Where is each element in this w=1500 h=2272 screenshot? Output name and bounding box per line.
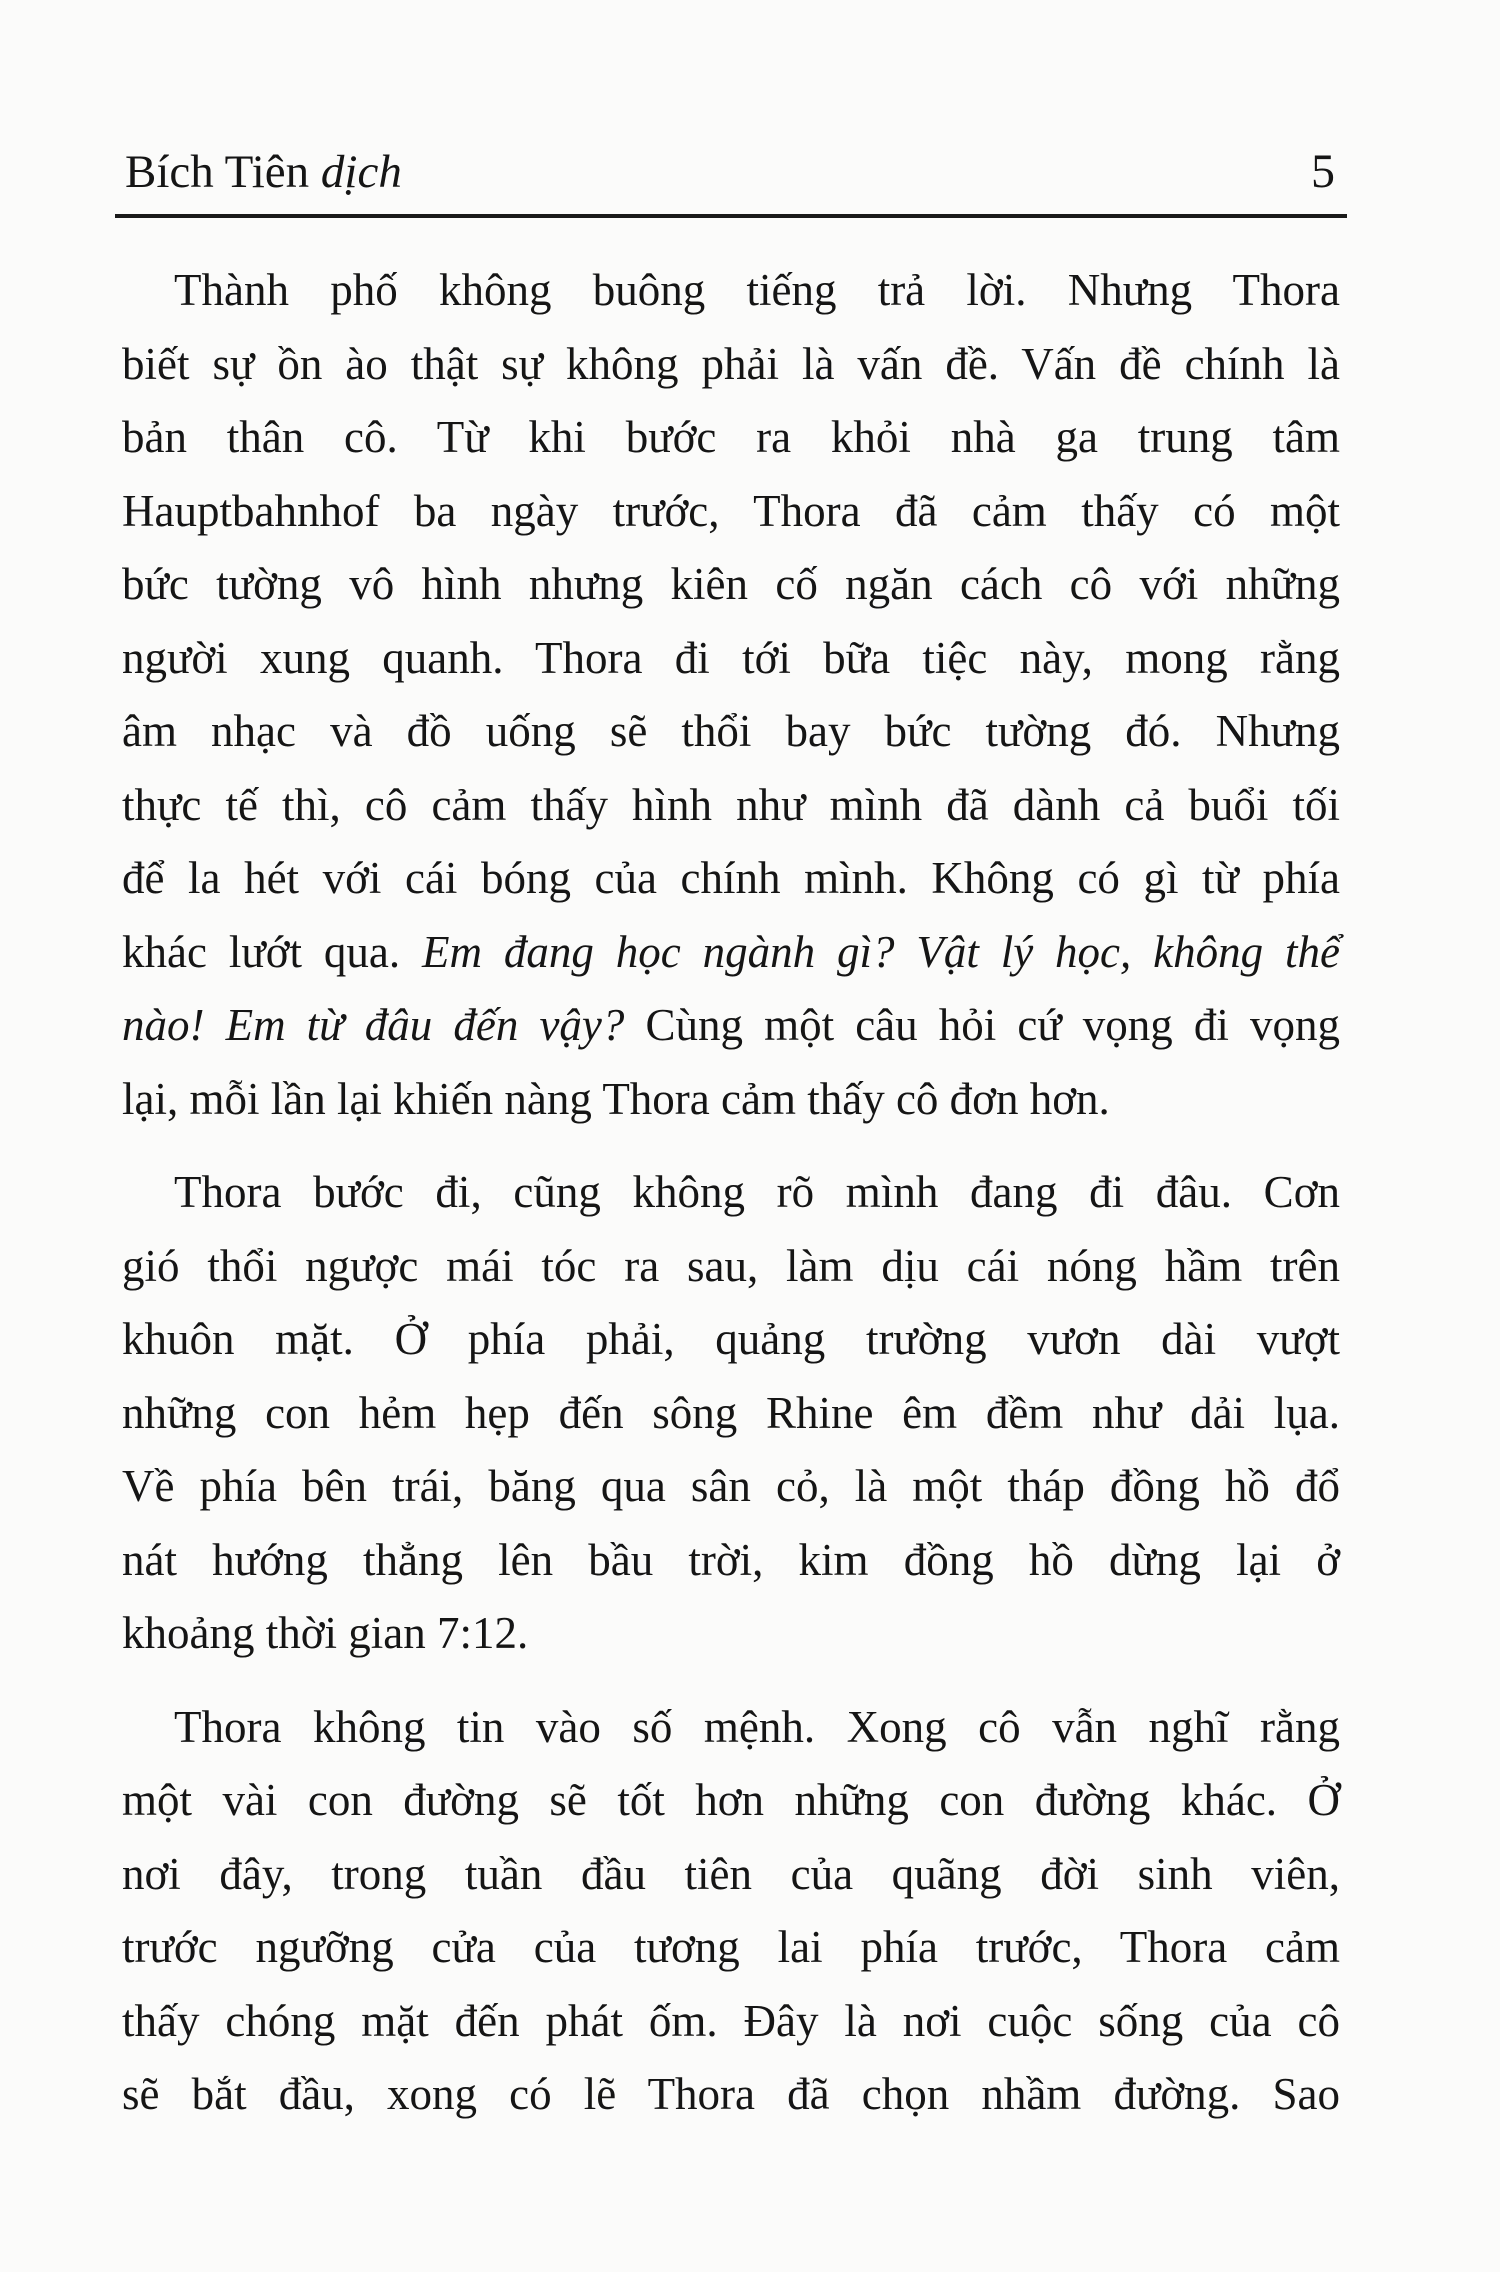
italic-dialogue: nào! Em từ đâu đến vậy? (122, 1000, 625, 1050)
text-line: âm nhạc và đồ uống sẽ thổi bay bức tường đó. Nhưng (122, 706, 1340, 756)
text-run: khác lướt qua. (122, 926, 422, 977)
text-line: thực tế thì, cô cảm thấy hình như mình đã dành cả buổi tối (122, 779, 1340, 830)
text-line: một vài con đường sẽ tốt hơn những con đường khác. Ở (122, 1775, 1340, 1825)
text-run: Cùng một câu hỏi cứ vọng đi vọng (624, 1000, 1340, 1050)
text-line: nát hướng thẳng lên bầu trời, kim đồng hồ dừng lại ở (122, 1534, 1340, 1585)
paragraph-1 (122, 254, 1340, 1136)
text-line: sẽ bắt đầu, xong có lẽ Thora đã chọn nhầm đường. Sao (122, 2069, 1340, 2119)
translator-credit (125, 142, 402, 202)
text-line: Thora không tin vào số mệnh. Xong cô vẫn nghĩ rằng (174, 1701, 1340, 1752)
text-line: người xung quanh. Thora đi tới bữa tiệc này, mong rằng (122, 632, 1340, 683)
italic-dialogue: Em đang học ngành gì? Vật lý học, không thể (422, 926, 1340, 977)
translator-name: Bích Tiên (125, 146, 310, 198)
text-line: để la hét với cái bóng của chính mình. Không có gì từ phía (122, 853, 1340, 903)
text-line (122, 916, 1340, 990)
text-line: bức tường vô hình nhưng kiên cố ngăn cách cô với những (122, 559, 1340, 609)
text-line: Thành phố không buông tiếng trả lời. Nhưng Thora (174, 265, 1340, 315)
translator-role: dịch (320, 146, 402, 198)
page-number: 5 (1311, 145, 1335, 198)
text-line: Hauptbahnhof ba ngày trước, Thora đã cảm thấy có một (122, 485, 1340, 536)
body-text (122, 254, 1340, 2152)
text-line: trước ngưỡng cửa của tương lai phía trước, Thora cảm (122, 1922, 1340, 1972)
text-line: lại, mỗi lần lại khiến nàng Thora cảm thấy cô đơn hơn. (122, 1073, 1110, 1124)
paragraph-3 (122, 1691, 1340, 2132)
text-line: những con hẻm hẹp đến sông Rhine êm đềm như dải lụa. (122, 1387, 1340, 1438)
text-line: thấy chóng mặt đến phát ốm. Đây là nơi cuộc sống của cô (122, 1995, 1340, 2046)
text-line: Thora bước đi, cũng không rõ mình đang đi đâu. Cơn (174, 1167, 1340, 1217)
text-line: biết sự ồn ào thật sự không phải là vấn đề. Vấn đề chính là (122, 338, 1340, 389)
running-header (115, 142, 1347, 218)
text-line: khoảng thời gian 7:12. (122, 1608, 529, 1658)
text-line: nơi đây, trong tuần đầu tiên của quãng đời sinh viên, (122, 1848, 1340, 1899)
text-line: khuôn mặt. Ở phía phải, quảng trường vươn dài vượt (122, 1314, 1340, 1364)
text-line (122, 989, 1340, 1063)
paragraph-2 (122, 1156, 1340, 1671)
text-line: bản thân cô. Từ khi bước ra khỏi nhà ga trung tâm (122, 412, 1340, 462)
text-line: gió thổi ngược mái tóc ra sau, làm dịu cái nóng hầm trên (122, 1240, 1340, 1291)
text-line: Về phía bên trái, băng qua sân cỏ, là một tháp đồng hồ đổ (122, 1461, 1340, 1511)
